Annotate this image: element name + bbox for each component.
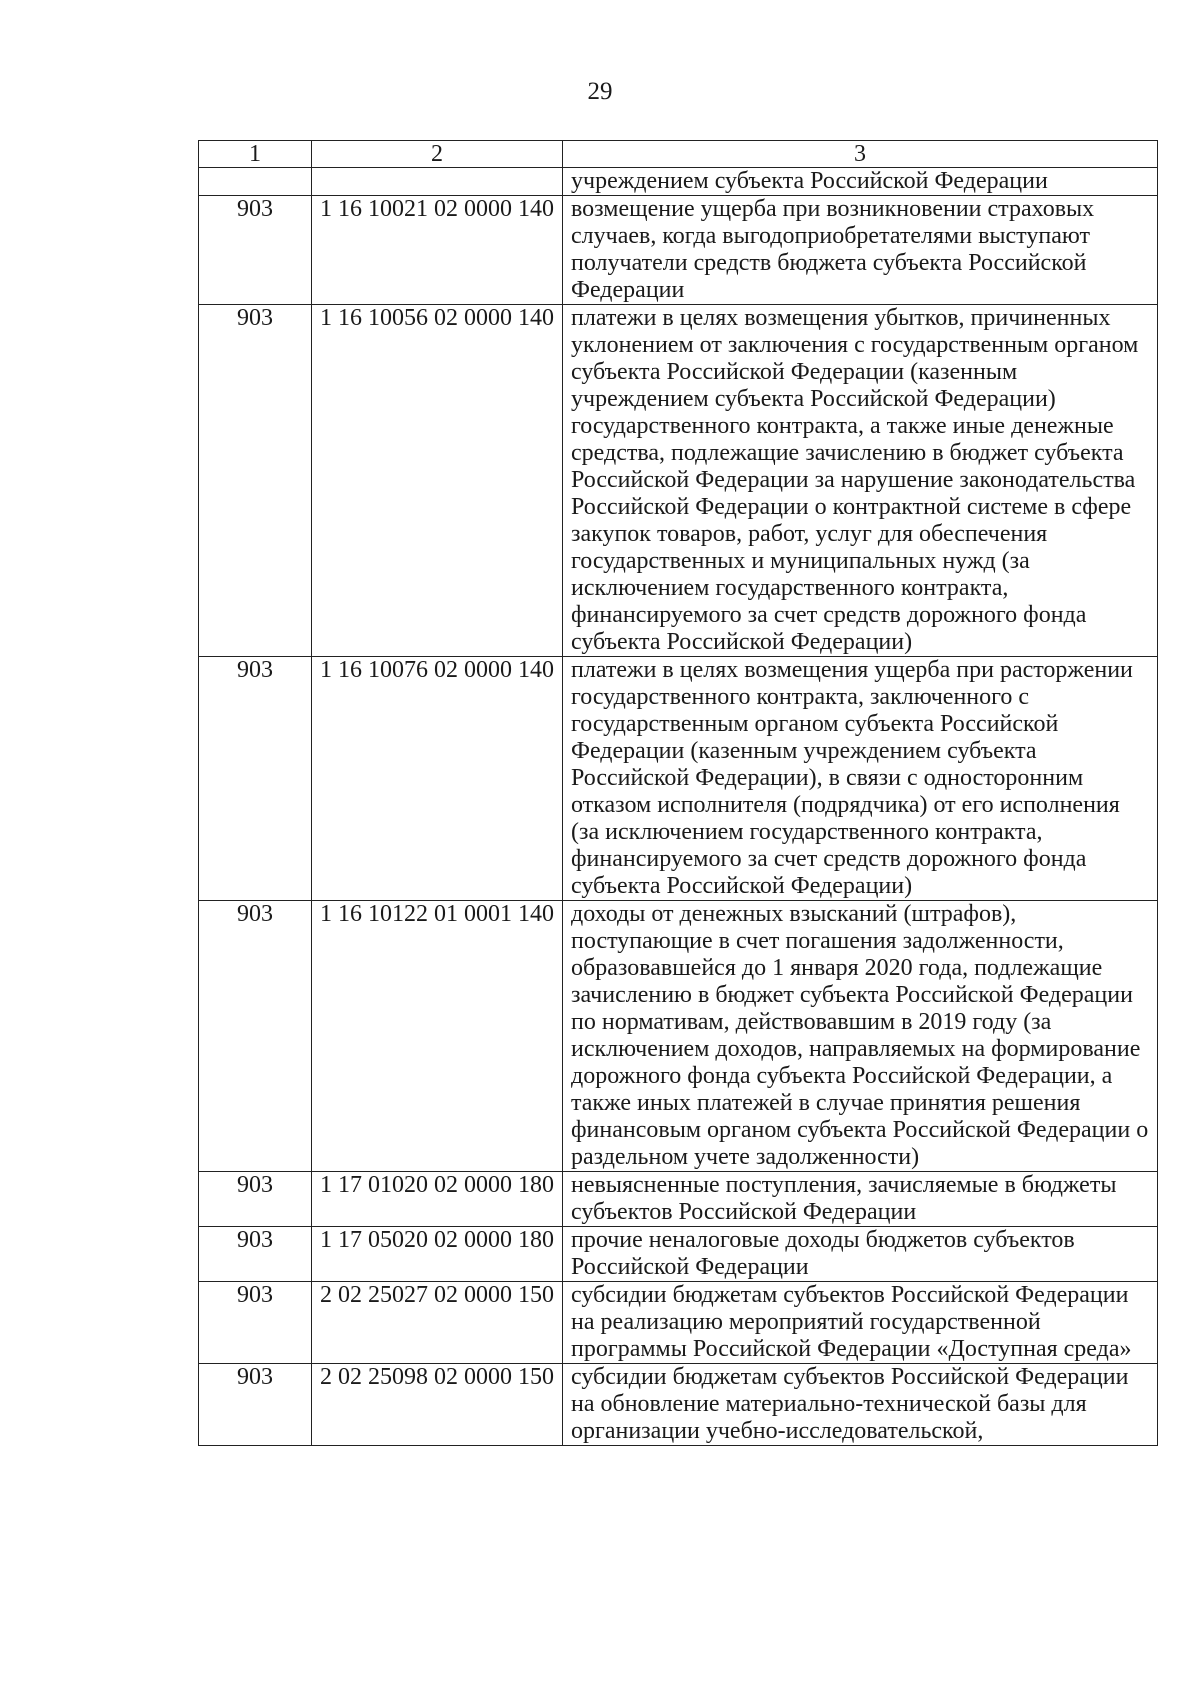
description-cell: прочие неналоговые доходы бюджетов субъектов Российской Федерации (563, 1227, 1158, 1282)
admin-code-cell (199, 168, 312, 196)
description-cell: невыясненные поступления, зачисляемые в бюджеты субъектов Российской Федерации (563, 1172, 1158, 1227)
budget-code-cell: 2 02 25027 02 0000 150 (312, 1282, 563, 1364)
column-header-2: 2 (312, 141, 563, 168)
admin-code-cell: 903 (199, 305, 312, 657)
budget-code-cell: 2 02 25098 02 0000 150 (312, 1364, 563, 1446)
admin-code-cell: 903 (199, 1282, 312, 1364)
admin-code-cell: 903 (199, 196, 312, 305)
description-cell: возмещение ущерба при возникновении страховых случаев, когда выгодоприобретателями выступают получатели средств бюджета субъекта Российской Федерации (563, 196, 1158, 305)
budget-code-cell: 1 16 10021 02 0000 140 (312, 196, 563, 305)
admin-code-cell: 903 (199, 901, 312, 1172)
budget-code-cell: 1 16 10122 01 0001 140 (312, 901, 563, 1172)
admin-code-cell: 903 (199, 657, 312, 901)
table-row (199, 1227, 1158, 1282)
budget-code-cell: 1 16 10076 02 0000 140 (312, 657, 563, 901)
table-row (199, 1282, 1158, 1364)
budget-code-cell: 1 17 01020 02 0000 180 (312, 1172, 563, 1227)
table-header-row (199, 141, 1158, 168)
description-cell: субсидии бюджетам субъектов Российской Федерации на реализацию мероприятий государственной программы Российской Федерации «Доступная среда» (563, 1282, 1158, 1364)
admin-code-cell: 903 (199, 1364, 312, 1446)
table-row (199, 901, 1158, 1172)
description-cell: субсидии бюджетам субъектов Российской Федерации на обновление материально-технической базы для организации учебно-исследовательской, (563, 1364, 1158, 1446)
admin-code-cell: 903 (199, 1172, 312, 1227)
table-row (199, 657, 1158, 901)
revenue-codes-table (198, 140, 1158, 1446)
page-number: 29 (587, 78, 613, 105)
table-row (199, 305, 1158, 657)
description-cell: доходы от денежных взысканий (штрафов), поступающие в счет погашения задолженности, образовавшейся до 1 января 2020 года, подлежащие зачислению в бюджет субъекта Российской Федерации по нормативам, действовавшим в 2019 году (за исключением доходов, направляемых на формирование дорожного фонда субъекта Российской Федерации, а также иных платежей в случае принятия решения финансовым органом субъекта Российской Федерации о раздельном учете задолженности) (563, 901, 1158, 1172)
budget-code-cell: 1 17 05020 02 0000 180 (312, 1227, 563, 1282)
description-cell: платежи в целях возмещения ущерба при расторжении государственного контракта, заключенного с государственным органом субъекта Российской Федерации (казенным учреждением субъекта Российской Федерации), в связи с односторонним отказом исполнителя (подрядчика) от его исполнения (за исключением государственного контракта, финансируемого за счет средств дорожного фонда субъекта Российской Федерации) (563, 657, 1158, 901)
table-row (199, 196, 1158, 305)
budget-code-cell (312, 168, 563, 196)
description-cell: учреждением субъекта Российской Федерации (563, 168, 1158, 196)
table-row (199, 1364, 1158, 1446)
table-row (199, 168, 1158, 196)
budget-code-cell: 1 16 10056 02 0000 140 (312, 305, 563, 657)
admin-code-cell: 903 (199, 1227, 312, 1282)
column-header-1: 1 (199, 141, 312, 168)
description-cell: платежи в целях возмещения убытков, причиненных уклонением от заключения с государственным органом субъекта Российской Федерации (казенным учреждением субъекта Российской Федерации) государственного контракта, а также иные денежные средства, подлежащие зачислению в бюджет субъекта Российской Федерации за нарушение законодательства Российской Федерации о контрактной системе в сфере закупок товаров, работ, услуг для обеспечения государственных и муниципальных нужд (за исключением государственного контракта, финансируемого за счет средств дорожного фонда субъекта Российской Федерации) (563, 305, 1158, 657)
table-row (199, 1172, 1158, 1227)
column-header-3: 3 (563, 141, 1158, 168)
